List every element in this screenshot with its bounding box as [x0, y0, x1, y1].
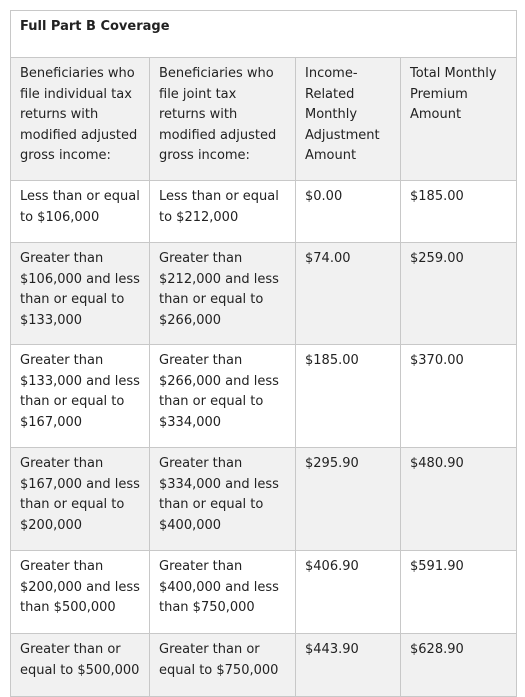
cell-total-premium: $591.90	[401, 551, 517, 634]
table-row	[11, 551, 517, 634]
cell-total-premium: $185.00	[401, 181, 517, 243]
cell-individual-income: Greater than or equal to $500,000	[11, 634, 150, 697]
table-caption: Full Part B Coverage	[11, 11, 517, 58]
cell-total-premium: $259.00	[401, 243, 517, 345]
cell-total-premium: $370.00	[401, 345, 517, 448]
cell-total-premium: $628.90	[401, 634, 517, 697]
table-row	[11, 448, 517, 551]
part-b-premium-table	[10, 10, 517, 697]
table-row	[11, 181, 517, 243]
table-row	[11, 634, 517, 697]
cell-joint-income: Greater than or equal to $750,000	[150, 634, 296, 697]
cell-joint-income: Less than or equal to $212,000	[150, 181, 296, 243]
cell-adjustment-amount: $406.90	[296, 551, 401, 634]
header-row	[11, 58, 517, 181]
table-row	[11, 243, 517, 345]
table-row	[11, 345, 517, 448]
cell-adjustment-amount: $74.00	[296, 243, 401, 345]
cell-joint-income: Greater than $266,000 and less than or equal to $334,000	[150, 345, 296, 448]
cell-adjustment-amount: $295.90	[296, 448, 401, 551]
cell-adjustment-amount: $185.00	[296, 345, 401, 448]
cell-adjustment-amount: $443.90	[296, 634, 401, 697]
header-total-premium: Total Monthly Premium Amount	[401, 58, 517, 181]
caption-row	[11, 11, 517, 58]
cell-adjustment-amount: $0.00	[296, 181, 401, 243]
cell-joint-income: Greater than $212,000 and less than or equal to $266,000	[150, 243, 296, 345]
cell-individual-income: Less than or equal to $106,000	[11, 181, 150, 243]
cell-total-premium: $480.90	[401, 448, 517, 551]
cell-joint-income: Greater than $400,000 and less than $750,000	[150, 551, 296, 634]
cell-individual-income: Greater than $133,000 and less than or equal to $167,000	[11, 345, 150, 448]
header-joint-income: Beneficiaries who file joint tax returns with modified adjusted gross income:	[150, 58, 296, 181]
header-individual-income: Beneficiaries who file individual tax returns with modified adjusted gross income:	[11, 58, 150, 181]
cell-individual-income: Greater than $167,000 and less than or equal to $200,000	[11, 448, 150, 551]
header-adjustment-amount: Income-Related Monthly Adjustment Amount	[296, 58, 401, 181]
cell-individual-income: Greater than $200,000 and less than $500,000	[11, 551, 150, 634]
cell-individual-income: Greater than $106,000 and less than or equal to $133,000	[11, 243, 150, 345]
cell-joint-income: Greater than $334,000 and less than or equal to $400,000	[150, 448, 296, 551]
